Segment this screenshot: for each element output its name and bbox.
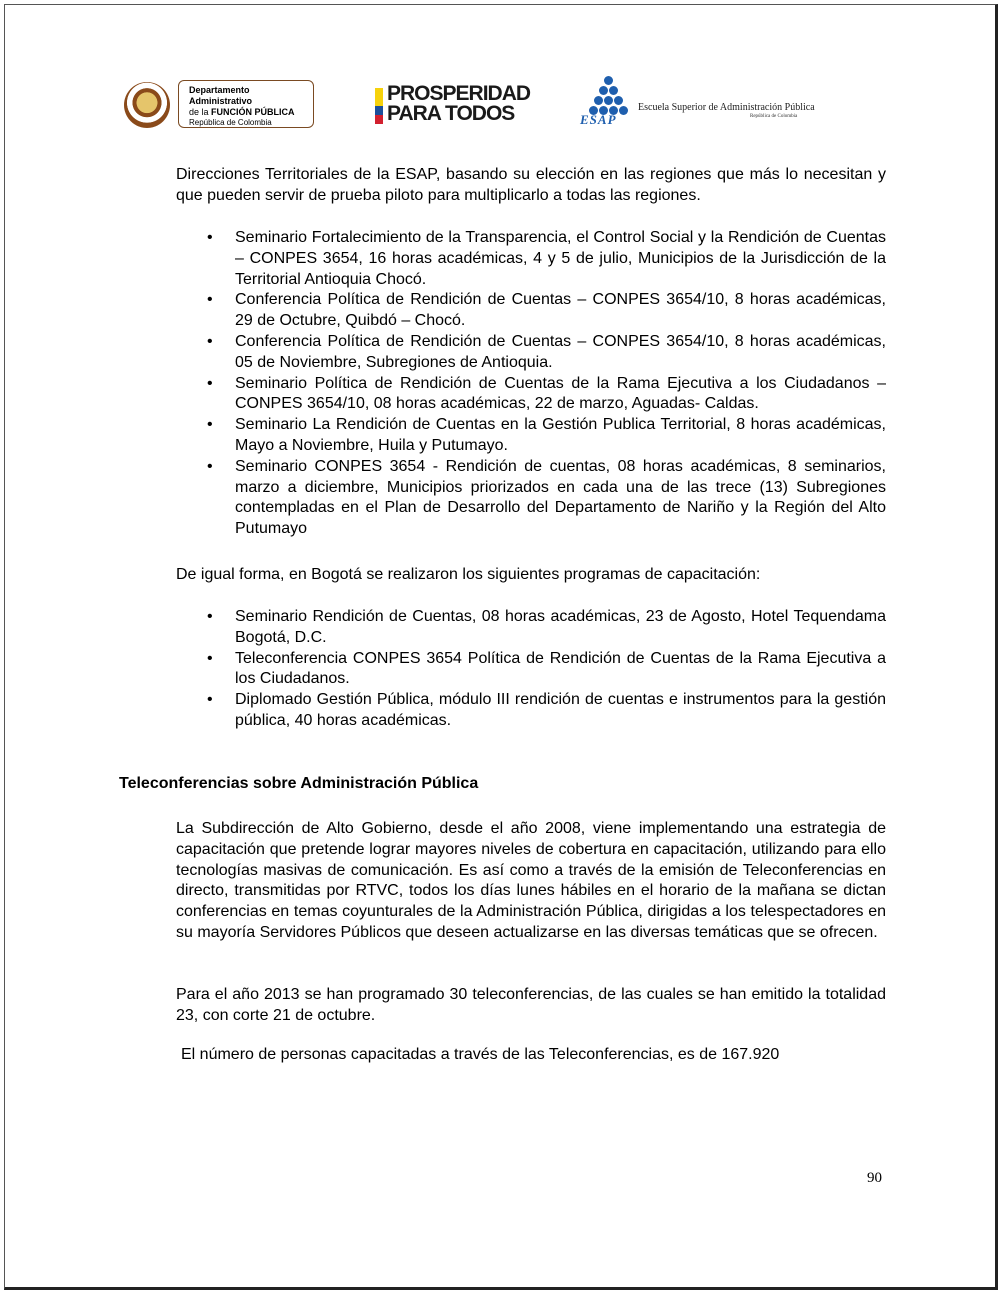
prosperidad-para-todos-logo xyxy=(375,84,535,128)
list-item xyxy=(176,290,886,332)
list-item-text: Seminario Política de Rendición de Cuentas de la Rama Ejecutiva a los Ciudadanos – CONPES 3654/10, 08 horas académicas, 22 de marzo, Aguadas- Caldas. xyxy=(235,374,886,413)
bullet-icon: • xyxy=(207,416,213,434)
bullet-icon: • xyxy=(207,457,213,475)
list-item-text: Seminario Rendición de Cuentas, 08 horas académicas, 23 de Agosto, Hotel Tequendama Bogotá, D.C. xyxy=(235,608,886,646)
list-item xyxy=(176,374,886,416)
bullet-icon: • xyxy=(207,691,213,709)
list-item xyxy=(176,457,886,540)
bogota-programs-list xyxy=(176,607,886,732)
list-item xyxy=(176,607,886,649)
list-item-text: Teleconferencia CONPES 3654 Política de Rendición de Cuentas de la Rama Ejecutiva a los Ciudadanos. xyxy=(235,649,886,688)
list-item-text: Conferencia Política de Rendición de Cuentas – CONPES 3654/10, 8 horas académicas, 05 de Noviembre, Subregiones de Antioquia. xyxy=(235,332,886,371)
regional-programs-list xyxy=(176,228,886,540)
colombia-flag-icon xyxy=(375,88,383,124)
colombia-coat-of-arms-icon xyxy=(124,82,170,128)
bullet-icon: • xyxy=(207,291,213,309)
list-item xyxy=(176,415,886,457)
intro-paragraph: Direcciones Territoriales de la ESAP, basando su elección en las regiones que más lo necesitan y que pueden servir de prueba piloto para multiplicarlo a todas las regiones. xyxy=(176,166,886,204)
pxt-wordmark xyxy=(387,84,530,124)
list-item-text: Seminario La Rendición de Cuentas en la Gestión Publica Territorial, 8 horas académicas, Mayo a Noviembre, Huila y Putumayo. xyxy=(235,416,886,454)
page-header xyxy=(120,74,840,134)
list-item xyxy=(176,332,886,374)
bullet-icon: • xyxy=(207,374,213,392)
dafp-name-box xyxy=(178,80,314,128)
dafp-line1: Departamento Administrativo xyxy=(189,85,253,106)
teleconference-count-paragraph: Para el año 2013 se han programado 30 teleconferencias, de las cuales se han emitido la totalidad 23, con corte 21 de octubre. xyxy=(176,986,886,1024)
dafp-line3: República de Colombia xyxy=(189,118,272,127)
list-item-text: Diplomado Gestión Pública, módulo III rendición de cuentas e instrumentos para la gestión pública, 40 horas académicas. xyxy=(235,691,886,729)
bullet-icon: • xyxy=(207,332,213,350)
esap-acronym: ESAP xyxy=(580,112,617,127)
esap-name: Escuela Superior de Administración Pública xyxy=(638,102,815,113)
esap-subtitle: República de Colombia xyxy=(750,114,798,119)
bullet-icon: • xyxy=(207,229,213,246)
dafp-line2 xyxy=(189,107,313,118)
bogota-intro-paragraph: De igual forma, en Bogotá se realizaron los siguientes programas de capacitación: xyxy=(176,566,761,583)
pxt-line1: PROSPERIDAD xyxy=(387,82,531,105)
list-item xyxy=(176,690,886,732)
list-item xyxy=(176,649,886,691)
page-number: 90 xyxy=(867,1170,882,1186)
esap-logo xyxy=(580,74,840,134)
bullet-icon: • xyxy=(207,608,213,625)
dafp-line2-prefix: de la xyxy=(189,107,212,117)
bullet-icon: • xyxy=(207,649,213,667)
list-item xyxy=(176,228,886,290)
list-item-text: Conferencia Política de Rendición de Cuentas – CONPES 3654/10, 8 horas académicas, 29 de Octubre, Quibdó – Chocó. xyxy=(235,291,886,330)
teleconference-paragraph: La Subdirección de Alto Gobierno, desde el año 2008, viene implementando una estrategia de capacitación que pretende lograr mayores niveles de cobertura en capacitación, utilizando para ello tecnologías masivas de comunicación. Es así como a través de la emisión de Teleconferencias en directo, transmitidas por RTVC, todos los días lunes hábiles en el horario de la mañana se dictan conferencias en temas coyunturales de la Administración Pública, dirigidas a los telespectadores en su mayoría Servidores Públicos que deseen actualizarse en las diversas temáticas que se ofrecen. xyxy=(176,820,886,941)
people-trained-paragraph: El número de personas capacitadas a través de las Teleconferencias, es de 167.920 xyxy=(181,1046,780,1063)
list-item-text: Seminario Fortalecimiento de la Transparencia, el Control Social y la Rendición de Cuentas – CONPES 3654, 16 horas académicas, 4 y 5 de julio, Municipios de la Jurisdicción de la Territorial Antioquia Chocó. xyxy=(235,229,886,288)
section-title: Teleconferencias sobre Administración Pública xyxy=(119,775,479,792)
esap-dots-icon xyxy=(584,74,632,114)
pxt-line2: PARA TODOS xyxy=(387,102,515,125)
dafp-logo xyxy=(124,80,314,132)
list-item-text: Seminario CONPES 3654 - Rendición de cuentas, 08 horas académicas, 8 seminarios, marzo a diciembre, Municipios priorizados en cada una de las trece (13) Subregiones contempladas en el Plan de Desarrollo del Departamento de Nariño y la Región del Alto Putumayo xyxy=(235,457,886,538)
dafp-line2-bold: FUNCIÓN PÚBLICA xyxy=(211,107,295,117)
